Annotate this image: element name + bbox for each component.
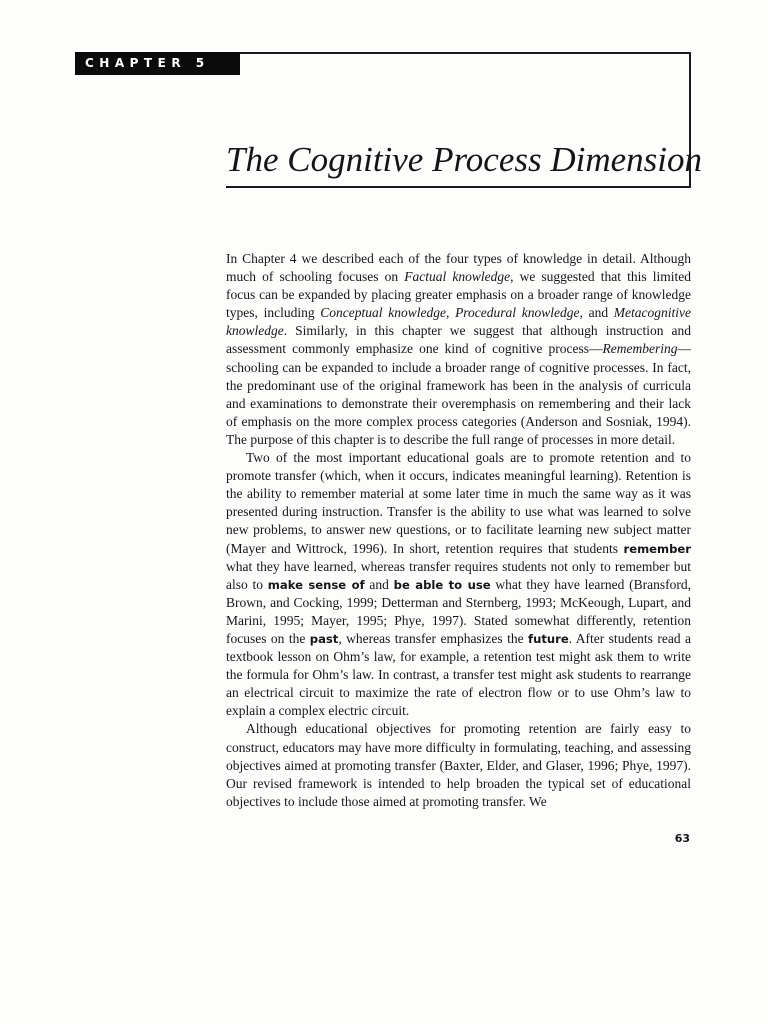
text-run-normal: In Chapter 4 we described each of the four types of knowledge in detail. Although much of schooling focuses on <box>226 251 691 285</box>
text-run-italic: Remembering <box>602 341 678 357</box>
paragraph-2 <box>226 449 691 720</box>
text-run-bold: future <box>528 631 569 646</box>
paragraph-3 <box>226 720 691 810</box>
text-run-italic: Procedural knowledge <box>455 305 580 321</box>
text-run-normal: . Similarly, in this chapter we suggest that although instruction and assessment commonly emphasize one kind of cognitive process— <box>226 323 691 357</box>
text-run-normal: what they have learned, whereas transfer requires students not only to remember but also to <box>226 558 691 592</box>
text-run-normal: and <box>364 576 394 592</box>
text-run-normal: , and <box>579 305 614 321</box>
text-run-normal: —schooling can be expanded to include a broader range of cognitive processes. In fact, the predominant use of the original framework has been in the analysis of curricula and examinations to demonstrate their overemphasis on remembering and their lack of emphasis on the more complex process categories (Anderson and Sosniak, 1994). The purpose of this chapter is to describe the full range of processes in more detail. <box>226 341 691 447</box>
text-run-normal: , we suggested that this limited focus can be expanded by placing greater emphasis on a broader range of knowledge types, including <box>226 269 691 321</box>
text-run-italic: Conceptual knowledge <box>320 305 446 321</box>
chapter-label: CHAPTER 5 <box>75 52 240 75</box>
paragraph-1 <box>226 250 691 449</box>
text-run-bold: remember <box>623 541 691 556</box>
text-run-normal: what they have learned (Bransford, Brown, and Cocking, 1999; Detterman and Sternberg, 1993; McKeough, Lupart, and Marini, 1995; Mayer, 1995; Phye, 1997). Stated somewhat differently, retention focuses on the <box>226 576 692 646</box>
text-run-bold: past <box>309 631 339 646</box>
text-run-italic: Metacognitive knowledge <box>226 305 692 339</box>
text-run-normal: Two of the most important educational goals are to promote retention and to promote transfer (which, when it occurs, indicates meaningful learning). Retention is the ability to remember material at some later time in much the same way as it was presented during instruction. Transfer is the ability to use what was learned to solve new problems, to answer new questions, or to facilitate learning new subject matter (Mayer and Wittrock, 1996). In short, retention requires that students <box>226 450 691 556</box>
chapter-title: The Cognitive Process Dimension <box>226 140 703 179</box>
title-underline <box>226 186 691 188</box>
text-run-normal: Although educational objectives for promoting retention are fairly easy to construct, educators may have more difficulty in formulating, teaching, and assessing objectives aimed at promoting transfer (Baxter, Elder, and Glaser, 1996; Phye, 1997). Our revised framework is intended to help broaden the typical set of educational objectives to include those aimed at promoting transfer. We <box>226 721 691 809</box>
text-run-italic: Factual knowledge <box>404 269 511 285</box>
text-run-bold: be able to use <box>393 577 491 592</box>
text-run-normal: , whereas transfer emphasizes the <box>338 630 529 646</box>
text-run-bold: make sense of <box>267 577 365 592</box>
text-run-normal: . After students read a textbook lesson on Ohm’s law, for example, a retention test might ask them to write the formula for Ohm’s law. In contrast, a transfer test might ask students to rearrange an electrical circuit to maximize the rate of electron flow or to use Ohm’s law to explain a complex electric circuit. <box>226 630 692 719</box>
body-text <box>226 250 691 811</box>
header-rule-top <box>240 52 691 54</box>
page-number: 63 <box>674 832 690 845</box>
text-run-normal: , <box>445 305 456 321</box>
